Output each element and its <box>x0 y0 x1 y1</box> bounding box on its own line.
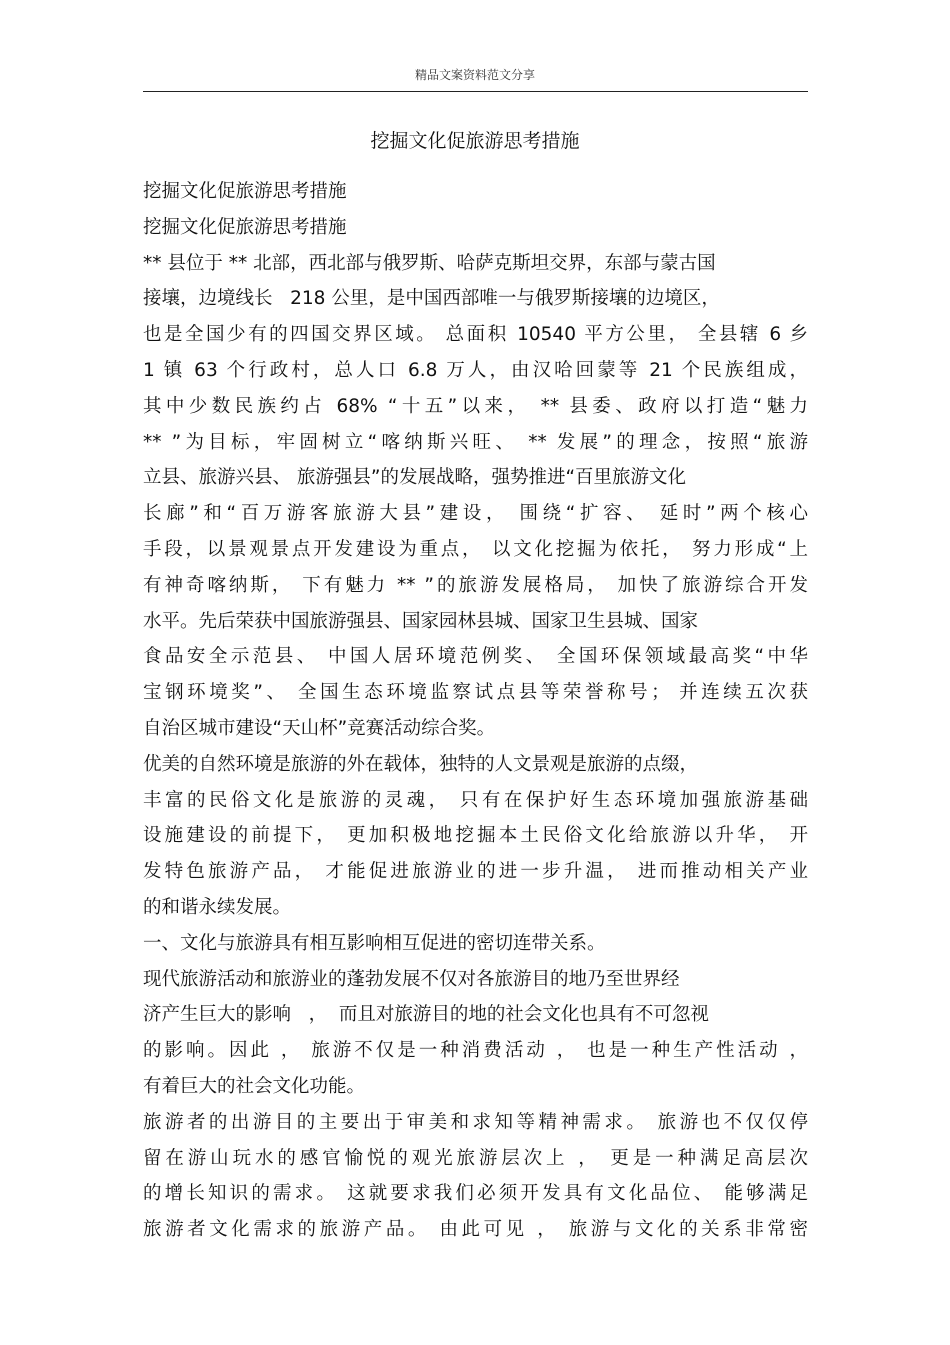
body-text-line: 有着巨大的社会文化功能。 <box>143 1075 366 1097</box>
body-text-line: 现代旅游活动和旅游业的蓬勃发展不仅对各旅游目的地乃至世界经 <box>143 968 680 990</box>
body-text-line: 的增长知识的需求。 这就要求我们必须开发具有文化品位、 能够满足 <box>143 1183 808 1205</box>
document-body <box>143 174 808 1248</box>
body-text-line: 立县、旅游兴县、 旅游强县”的发展战略，强势推进“百里旅游文化 <box>143 467 687 489</box>
body-text-line: 发特色旅游产品， 才能促进旅游业的进一步升温， 进而推动相关产业 <box>143 861 808 883</box>
body-text-line: 有神奇喀纳斯， 下有魅力 ** ”的旅游发展格局， 加快了旅游综合开发 <box>143 574 808 596</box>
body-text-line: 挖掘文化促旅游思考措施 <box>143 216 347 238</box>
body-text-line: 济产生巨大的影响 ， 而且对旅游目的地的社会文化也具有不可忽视 <box>143 1004 709 1026</box>
document-title: 挖掘文化促旅游思考措施 <box>370 130 580 152</box>
body-text-line: 旅游者文化需求的旅游产品。 由此可见 ， 旅游与文化的关系非常密 <box>143 1219 808 1241</box>
body-text-line: 1 镇 63 个行政村，总人口 6.8 万人，由汉哈回蒙等 21 个民族组成， <box>143 359 808 381</box>
running-header: 精品文案资料范文分享 <box>414 68 535 82</box>
body-text-line: 食品安全示范县、 中国人居环境范例奖、 全国环保领域最高奖“中华 <box>143 646 808 668</box>
body-text-line: 水平。先后荣获中国旅游强县、国家园林县城、国家卫生县城、国家 <box>143 610 699 632</box>
body-text-line: 挖掘文化促旅游思考措施 <box>143 181 347 202</box>
body-text-line: 也是全国少有的四国交界区域。 总面积 10540 平方公里， 全县辖 6 乡 <box>143 324 808 346</box>
body-text-line: 其中少数民族约占 68% “十五”以来， ** 县委、政府以打造“魅力 <box>143 395 808 417</box>
body-text-line: 丰富的民俗文化是旅游的灵魂， 只有在保护好生态环境加强旅游基础 <box>143 789 808 811</box>
body-text-line: 旅游者的出游目的主要出于审美和求知等精神需求。 旅游也不仅仅停 <box>143 1111 808 1133</box>
body-text-line: 手段，以景观景点开发建设为重点， 以文化挖掘为依托， 努力形成“上 <box>143 538 808 560</box>
body-text-line: ** ”为目标，牢固树立“喀纳斯兴旺、 ** 发展”的理念，按照“旅游 <box>143 431 808 453</box>
body-text-line: 优美的自然环境是旅游的外在载体，独特的人文景观是旅游的点缀， <box>143 753 699 775</box>
body-text-line: 一、文化与旅游具有相互影响相互促进的密切连带关系。 <box>143 932 606 954</box>
header-divider <box>143 91 808 92</box>
body-text-line: 宝钢环境奖”、 全国生态环境监察试点县等荣誉称号； 并连续五次获 <box>143 682 808 704</box>
body-text-line: 自治区城市建设“天山杯”竞赛活动综合奖。 <box>143 717 496 739</box>
body-text-line: 设施建设的前提下， 更加积极地挖掘本土民俗文化给旅游以升华， 开 <box>143 825 808 847</box>
body-text-line: 留在游山玩水的感官愉悦的观光旅游层次上 ， 更是一种满足高层次 <box>143 1147 808 1169</box>
body-text-line: 的影响。因此 ， 旅游不仅是一种消费活动 ， 也是一种生产性活动 ， <box>143 1040 808 1062</box>
body-text-line: 接壤，边境线长 218 公里，是中国西部唯一与俄罗斯接壤的边境区， <box>143 288 720 310</box>
body-text-line: ** 县位于 ** 北部，西北部与俄罗斯、哈萨克斯坦交界，东部与蒙古国 <box>143 252 716 274</box>
body-text-line: 的和谐永续发展。 <box>143 896 292 918</box>
body-text-line: 长廊”和“百万游客旅游大县”建设， 围绕“扩容、 延时”两个核心 <box>143 503 808 525</box>
